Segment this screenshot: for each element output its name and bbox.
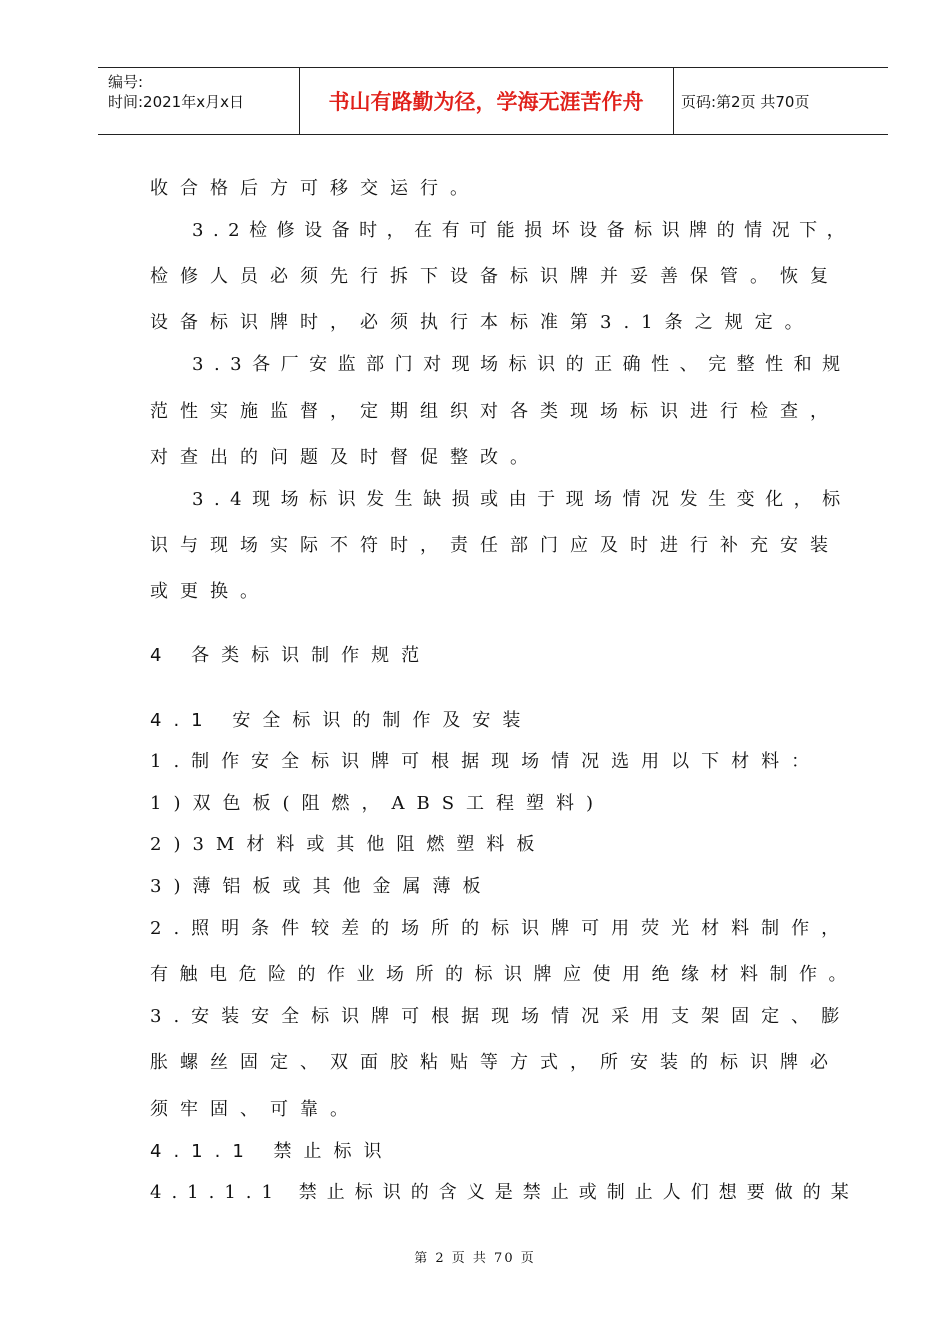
subsubsection-heading: 4.1.1 禁止标识 bbox=[150, 1141, 394, 1162]
body-line: 3.3各厂安监部门对现场标识的正确性、完整性和规 bbox=[192, 354, 851, 375]
body-line: 对查出的问题及时督促整改。 bbox=[150, 447, 540, 468]
body-line: 有触电危险的作业场所的标识牌应使用绝缘材料制作。 bbox=[150, 964, 858, 985]
header-page-info: 页码:第2页 共70页 bbox=[681, 92, 810, 111]
body-line: 检修人员必须先行拆下设备标识牌并妥善保管。恢复 bbox=[150, 266, 840, 287]
header-left-cell bbox=[98, 68, 300, 134]
body-line: 或更换。 bbox=[150, 581, 270, 602]
list-item: 1)双色板(阻燃，ABS工程塑料) bbox=[150, 793, 606, 814]
body-line: 2.照明条件较差的场所的标识牌可用荧光材料制作， bbox=[150, 918, 852, 939]
body-line: 3.安装安全标识牌可根据现场情况采用支架固定、膨 bbox=[150, 1006, 852, 1027]
list-item: 3)薄铝板或其他金属薄板 bbox=[150, 876, 493, 897]
document-header bbox=[98, 67, 888, 135]
body-line: 3.2检修设备时，在有可能损坏设备标识牌的情况下， bbox=[192, 220, 855, 241]
body-line: 4.1.1.1 禁止标识的含义是禁止或制止人们想要做的某 bbox=[150, 1182, 859, 1203]
body-line: 识与现场实际不符时，责任部门应及时进行补充安装 bbox=[150, 535, 840, 556]
body-line: 收合格后方可移交运行。 bbox=[150, 178, 480, 199]
header-motto: 书山有路勤为径，学海无涯苦作舟 bbox=[299, 68, 674, 134]
body-line: 须牢固、可靠。 bbox=[150, 1099, 360, 1120]
list-item: 2)3M材料或其他阻燃塑料板 bbox=[150, 834, 547, 855]
section-heading: 4 各类标识制作规范 bbox=[150, 645, 432, 666]
body-line: 设备标识牌时，必须执行本标准第3.1条之规定。 bbox=[150, 312, 815, 333]
document-number-label: 编号: bbox=[108, 73, 144, 91]
page-footer: 第 2 页 共 70 页 bbox=[414, 1251, 536, 1266]
body-line: 范性实施监督，定期组织对各类现场标识进行检查， bbox=[150, 401, 840, 422]
body-line: 1.制作安全标识牌可根据现场情况选用以下材料： bbox=[150, 751, 822, 772]
body-line: 3.4现场标识发生缺损或由于现场情况发生变化，标 bbox=[192, 489, 851, 510]
subsection-heading: 4.1 安全标识的制作及安装 bbox=[150, 710, 533, 731]
body-line: 胀螺丝固定、双面胶粘贴等方式，所安装的标识牌必 bbox=[150, 1052, 840, 1073]
document-time-label: 时间:2021年x月x日 bbox=[108, 93, 244, 111]
